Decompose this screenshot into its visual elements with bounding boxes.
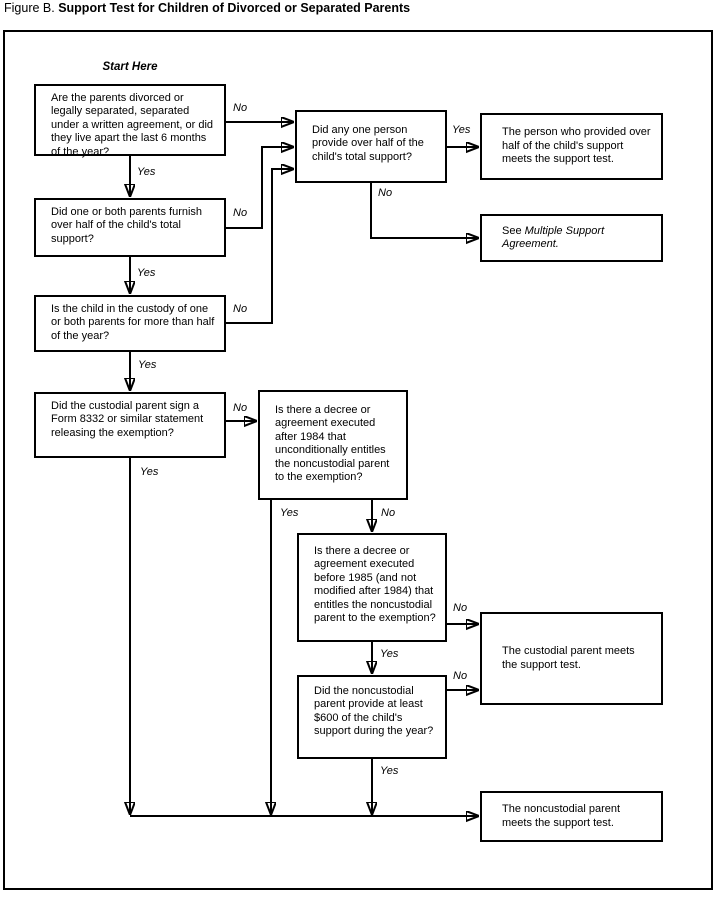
question-box-both-parents: Did one or both parents furnish over half of the child's total support?	[34, 198, 226, 257]
edge-label-q4-yes: Yes	[140, 466, 159, 478]
see-multiple-support-text	[502, 225, 651, 252]
edge-label-q7-no: No	[453, 670, 468, 682]
edge-label-q2-no: No	[233, 207, 248, 219]
edge-label-q1-yes: Yes	[137, 166, 156, 178]
edge-label-q1-no: No	[233, 102, 248, 114]
figure-label: Figure B.	[4, 1, 55, 15]
question-box-600-support: Did the noncustodial parent provide at least $600 of the child's support during the year?	[297, 675, 447, 759]
edge-label-q6-no: No	[453, 602, 468, 614]
figure-title	[4, 1, 410, 16]
result-box-custodial-parent	[480, 612, 663, 705]
question-box-form-8332: Did the custodial parent sign a Form 8332 or similar statement releasing the exemption?	[34, 392, 226, 458]
edge-label-q4-no: No	[233, 402, 248, 414]
result-custodial-text: The custodial parent meets the support test.	[502, 645, 635, 671]
start-here-label: Start Here	[102, 61, 158, 73]
edge-label-q5-no: No	[381, 507, 396, 519]
see-prefix: See	[502, 224, 525, 237]
multiple-support-agreement-reference: Multiple Support Agreement.	[502, 224, 605, 250]
result-noncustodial-text: The noncustodial parent meets the support test.	[502, 803, 621, 829]
result-person-provided-text: The person who provided over half of the child's support meets the support test.	[502, 126, 651, 166]
edge-label-q7-yes: Yes	[380, 765, 399, 777]
edge-label-q3-yes: Yes	[138, 359, 157, 371]
question-box-decree-after-1984: Is there a decree or agreement executed after 1984 that unconditionally entitles the noncustodial parent to the exemption?	[258, 390, 408, 500]
edge-label-q3-no: No	[233, 303, 248, 315]
edge-label-q6-yes: Yes	[380, 648, 399, 660]
question-box-custody: Is the child in the custody of one or both parents for more than half of the year?	[34, 295, 226, 352]
edge-label-qb-no: No	[378, 187, 393, 199]
question-box-one-person: Did any one person provide over half of the child's total support?	[295, 110, 447, 183]
edge-label-q5-yes: Yes	[280, 507, 299, 519]
result-box-noncustodial-parent	[480, 791, 663, 842]
edge-label-q2-yes: Yes	[137, 267, 156, 279]
figure-title-text: Support Test for Children of Divorced or Separated Parents	[58, 1, 411, 15]
question-box-decree-before-1985: Is there a decree or agreement executed before 1985 (and not modified after 1984) that entitles the noncustodial parent to the exemption?	[297, 533, 447, 642]
question-box-divorced: Are the parents divorced or legally separated, separated under a written agreement, or did they live apart the last 6 months of the year?	[34, 84, 226, 156]
edge-label-qb-yes: Yes	[452, 124, 471, 136]
result-box-person-provided	[480, 113, 663, 180]
result-box-see-multiple-support	[480, 214, 663, 262]
